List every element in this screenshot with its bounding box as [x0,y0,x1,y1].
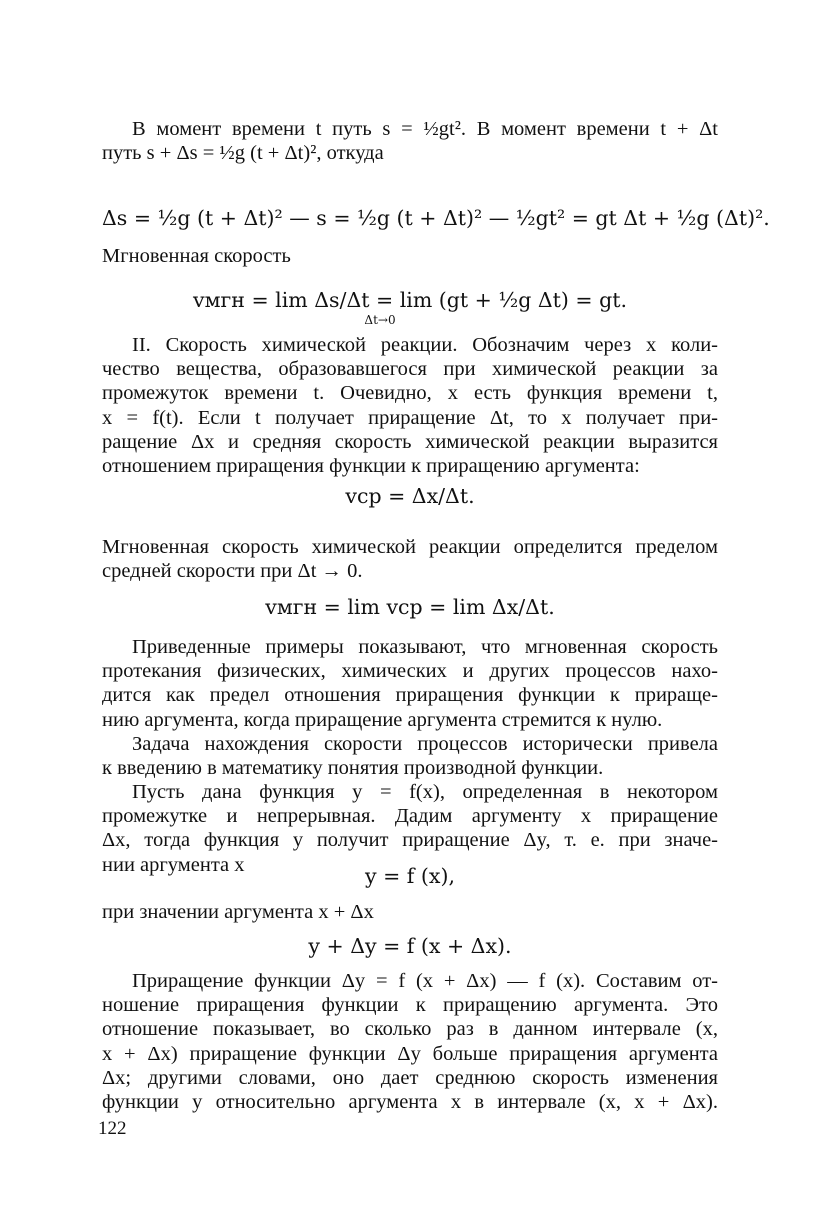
paragraph-increment-ratio [102,969,718,1114]
text-line: протекания физических, химических и других процессов нахо- [102,660,718,683]
text-line: Приращение функции Δy = f (x + Δx) — f (x). Составим от- [132,970,718,992]
text-line: Пусть дана функция y = f(x), определенная в некотором [132,781,718,803]
text-line: Задача нахождения скорости процессов исторически привела [132,733,718,755]
text-line: промежуток времени t. Очевидно, x есть функция времени t, [102,382,718,405]
formula-y-plus-dy: y + Δy = f (x + Δx). [308,934,512,958]
text-line: Δx, тогда функция y получит приращение Δy, т. е. при значе- [102,829,718,852]
text-line: функции y относительно аргумента x в интервале (x, x + Δx). [102,1091,718,1114]
paragraph-function-given [102,780,718,877]
text-line: отношением приращения функции к приращению аргумента: [102,455,640,478]
text-line: ношение приращения функции к приращению аргумента. Это [102,994,718,1017]
formula-main: vмгн = lim Δs/Δt = lim (gt + ½g Δt) = gt. [193,288,627,312]
text-line: Мгновенная скорость [102,245,291,267]
text-line: чество вещества, образовавшегося при химической реакции за [102,358,718,381]
text-line: Приведенные примеры показывают, что мгновенная скорость [132,636,718,658]
paragraph-free-fall [102,117,718,165]
formula-instant-velocity [102,288,718,326]
paragraph-argument-value [102,900,718,924]
text-line: x + Δx) приращение функции Δy больше приращения аргумента [102,1042,718,1065]
text-line: промежутке и непрерывная. Дадим аргументу x приращение [102,805,718,828]
paragraph-instant-reaction-rate [102,535,718,583]
formula-average-rate: vср = Δx/Δt. [345,484,475,508]
text-line: ращение Δx и средняя скорость химической реакции выразится [102,430,718,453]
text-line: x = f(t). Если t получает приращение Δt, то x получает при- [102,406,718,429]
text-line: В момент времени t путь s = ½gt². В момент времени t + Δt [132,118,718,140]
text-line: Мгновенная скорость химической реакции определится пределом [102,536,718,558]
text-line: путь s + Δs = ½g (t + Δt)², откуда [102,142,384,165]
paragraph-instant-velocity [102,244,718,268]
formula-limit-subscript: Δt→0 [364,313,396,327]
text-line: нию аргумента, когда приращение аргумента стремится к нулю. [102,708,663,731]
paragraph-derivative-intro [102,732,718,780]
formula-instant-reaction-rate: vмгн = lim vср = lim Δx/Δt. [265,595,555,619]
page-number: 122 [98,1118,127,1139]
formula-delta-s: Δs = ½g (t + Δt)² — s = ½g (t + Δt)² — ½gt² = gt Δt + ½g (Δt)². [102,206,770,230]
text-line: нии аргумента x [102,853,245,876]
text-line: к введению в математику понятия производной функции. [102,757,604,780]
paragraph-chemical-reaction [102,333,718,478]
text-line: отношение показывает, во сколько раз в данном интервале (x, [102,1018,718,1041]
text-line: средней скорости при Δt → 0. [102,560,363,583]
paragraph-examples-summary [102,635,718,732]
text-line: дится как предел отношения приращения функции к прираще- [102,684,718,707]
text-line: II. Скорость химической реакции. Обозначим через x коли- [132,334,718,356]
text-line: Δx; другими словами, оно дает среднюю скорость изменения [102,1066,718,1089]
text-line: при значении аргумента x + Δx [102,901,374,923]
formula-y-equals-fx: y = f (x), [365,864,455,888]
